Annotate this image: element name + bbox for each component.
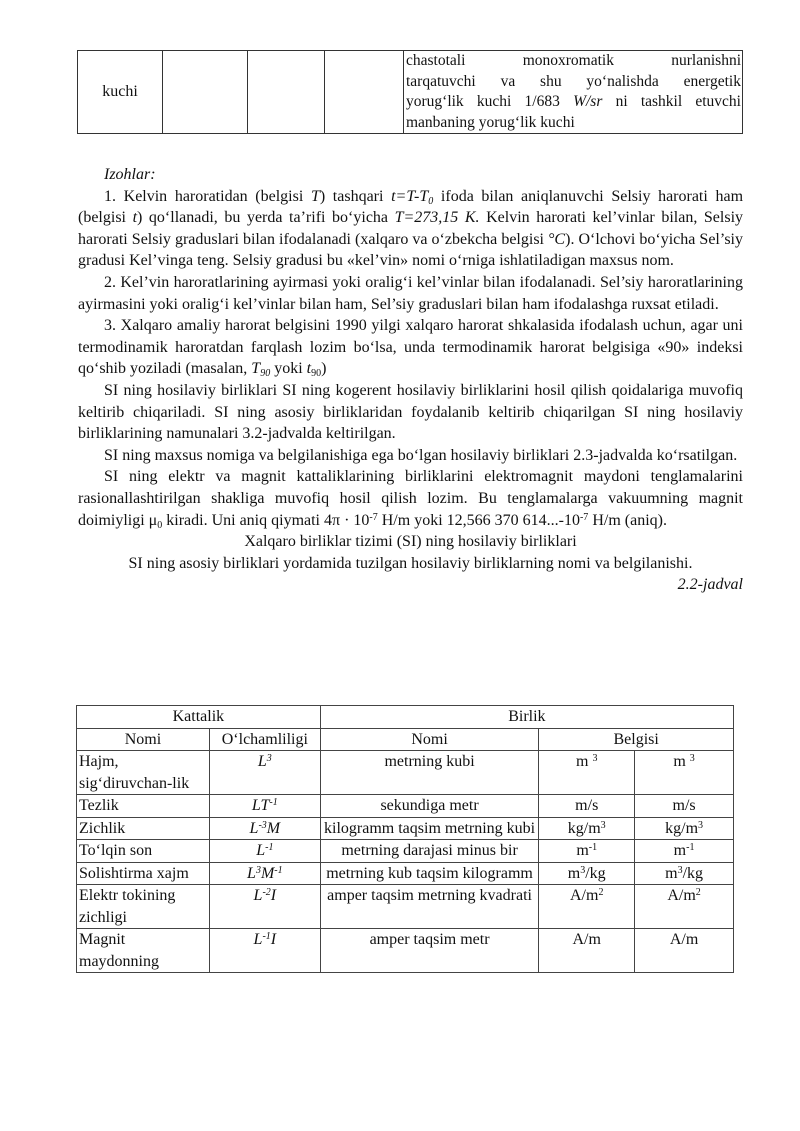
unit-symbol-intl: m $^3$ <box>539 751 635 795</box>
quantity-name: Zichlik <box>77 817 210 840</box>
definition-line: manbaning yorug‘lik kuchi <box>406 113 575 131</box>
definition-text: yorug‘lik kuchi 1/683 <box>406 93 574 110</box>
paragraph: SI ning maxsus nomiga va belgilanishiga ega bo‘lgan hosilaviy birliklari 2.3-jadvalda ko‘rsatilgan. <box>104 446 738 464</box>
table-row <box>77 817 734 840</box>
unit-wsr: W/sr <box>573 93 603 110</box>
unit-symbol-local: $m^{-1}$ <box>635 840 734 863</box>
unit-symbol-intl: $m^{-1}$ <box>539 840 635 863</box>
dimension: $LT^{-1}$ <box>209 795 320 818</box>
table-row <box>77 885 734 929</box>
unit-symbol-intl: m/s <box>539 795 635 818</box>
note-2: 2. Kel’vin haroratlarining ayirmasi yoki oralig‘i kel’vinlar bilan ifodalanadi. Sel’siy haroratlarining ayirmasini yoki oralig‘i kel’vinlar bilan ham, Sel’siy graduslari bilan ham ifodalashga ruxsat etiladi. <box>78 273 743 313</box>
unit-symbol-local: m/s <box>635 795 734 818</box>
definition-line: chastotali monoxromatik nurlanishni <box>406 52 741 69</box>
unit-name: metrning kub taqsim kilogramm <box>320 862 539 885</box>
definition-cell <box>404 51 743 134</box>
unit-name: sekundiga metr <box>320 795 539 818</box>
quantity-name-cell: kuchi <box>78 51 163 134</box>
unit-symbol-local: A/m <box>635 929 734 973</box>
header-kattalik: Kattalik <box>77 706 321 729</box>
table-header-row <box>77 728 734 751</box>
empty-cell <box>325 51 404 134</box>
unit-symbol-local: m $^3$ <box>635 751 734 795</box>
dimension: $L^{-1}I$ <box>209 929 320 973</box>
quantity-name: Tezlik <box>77 795 210 818</box>
dimension: $L^{-1}$ <box>209 840 320 863</box>
unit-symbol-local: $kg/m^3$ <box>635 817 734 840</box>
table-title: Xalqaro birliklar tizimi (SI) ning hosilaviy birliklari <box>244 533 577 551</box>
unit-name: metrning darajasi minus bir <box>320 840 539 863</box>
unit-symbol-intl: $m^3/kg$ <box>539 862 635 885</box>
note-1: 1. Kelvin haroratidan (belgisi T) tashqari $t=T-T_0$ ifoda bilan aniqlanuvchi Selsiy harorati ham (belgisi t) qo‘llanadi, bu yerda ta’rifi bo‘yicha T=273,15 K. Kelvin harorati kel’vinlar bilan, Selsiy harorati Selsiy graduslari bilan ifodalanadi (xalqaro va o‘zbekcha belgisi °C). O‘lchovi bo‘yicha Sel’siy gradusi Kel’vinga teng. Selsiy gradusi bu «kel’vin» nomi o‘rniga ishlatiladigan maxsus nom. <box>78 187 744 270</box>
paragraph: SI ning hosilaviy birliklari SI ning kogerent hosilaviy birliklarini hosil qilish qoidalariga muvofiq keltirib chiqariladi. SI ning asosiy birliklaridan foydalanib keltirib chiqarilgan SI ning hosilaviy birliklarining namunalari 3.2-jadvalda keltirilgan. <box>78 381 743 443</box>
unit-name: amper taqsim metr <box>320 929 539 973</box>
header-belgisi: Belgisi <box>539 728 734 751</box>
header-unit-name: Nomi <box>320 728 539 751</box>
dimension: $L^3M^{-1}$ <box>209 862 320 885</box>
quantity-name: To‘lqin son <box>77 840 210 863</box>
unit-symbol-intl: $kg/m^3$ <box>539 817 635 840</box>
dimension: $L^{-2}I$ <box>209 885 320 929</box>
table-row <box>77 840 734 863</box>
empty-cell <box>248 51 325 134</box>
table-number: 2.2-jadval <box>677 576 743 594</box>
header-nomi: Nomi <box>77 728 210 751</box>
table-row <box>77 751 734 795</box>
table-subtitle: SI ning asosiy birliklari yordamida tuzilgan hosilaviy birliklarning nomi va belgilanishi. <box>128 554 693 572</box>
note-3: 3. Xalqaro amaliy harorat belgisini 1990 yilgi xalqaro harorat shkalasida ifodalash uchun, agar uni termodinamik haroratdan farqlash lozim bo‘lsa, unda termodinamik harorat belgisiga «90» indeksi qo‘shib yoziladi (masalan, $T_{90}$ yoki $t_{90}$) <box>78 317 743 380</box>
unit-symbol-intl: $A/m^2$ <box>539 885 635 929</box>
header-olchamliligi: O‘lchamliligi <box>209 728 320 751</box>
unit-name: metrning kubi <box>320 751 539 795</box>
definition-line <box>406 92 741 113</box>
quantity-name: Elektr tokining zichligi <box>77 885 210 929</box>
dimension: $L^3$ <box>209 751 320 795</box>
notes-heading: Izohlar: <box>104 166 156 183</box>
definition-text: ni tashkil etuvchi <box>602 93 741 110</box>
unit-name: kilogramm taqsim metrning kubi <box>320 817 539 840</box>
body-text <box>78 164 743 596</box>
empty-cell <box>163 51 248 134</box>
unit-symbol-local: $m^3/kg$ <box>635 862 734 885</box>
definition-line: tarqatuvchi va shu yo‘nalishda energetik <box>406 72 741 90</box>
table-row <box>77 862 734 885</box>
unit-symbol-intl: A/m <box>539 929 635 973</box>
unit-name: amper taqsim metrning kvadrati <box>320 885 539 929</box>
dimension: $L^{-3}M$ <box>209 817 320 840</box>
table-header-row <box>77 706 734 729</box>
unit-symbol-local: $A/m^2$ <box>635 885 734 929</box>
quantity-name: Hajm, sig‘diruvchan-lik <box>77 751 210 795</box>
top-table-fragment <box>77 50 743 134</box>
table-row <box>77 795 734 818</box>
quantity-name: Solishtirma xajm <box>77 862 210 885</box>
derived-units-table <box>76 705 734 973</box>
table-row <box>77 929 734 973</box>
table-row <box>78 51 743 134</box>
quantity-name: Magnit maydonning <box>77 929 210 973</box>
header-birlik: Birlik <box>320 706 733 729</box>
paragraph: SI ning elektr va magnit kattaliklarining birliklarini elektromagnit maydoni tenglamalarini rasionallashtirilgan shakliga muvofiq hosil qilish lozim. Bu tenglamalarga vakuumning magnit doimiyligi $\mu_0$ kiradi. Uni aniq qiymati $4\pi \cdot 10^{-7}$ H/m yoki 12,566 370 $614...-10^{-7}$ H/m (aniq). <box>78 468 743 531</box>
